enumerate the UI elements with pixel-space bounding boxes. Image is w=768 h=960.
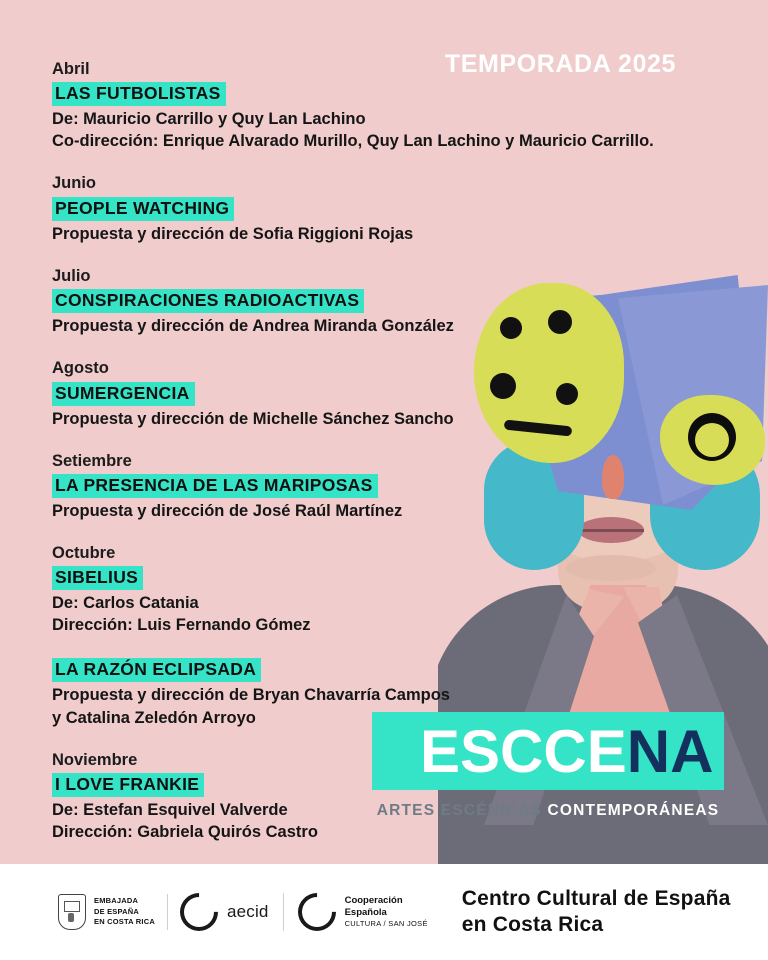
programme-item [52, 58, 672, 152]
cooperacion-line-2: Española [344, 907, 387, 919]
centro-cultural-name [462, 886, 731, 939]
aecid-label: aecid [226, 902, 269, 921]
programme-title: SIBELIUS [52, 566, 143, 590]
programme-credit: Propuesta y dirección de Andrea Miranda González [52, 317, 454, 336]
aecid-logo [180, 893, 284, 931]
programme-month: Setiembre [52, 451, 132, 470]
programme-title: LA RAZÓN ECLIPSADA [52, 658, 261, 682]
esccena-tagline-part2: CONTEMPORÁNEAS [547, 802, 720, 819]
programme-month: Julio [52, 266, 91, 285]
centro-cultural-line-1: Centro Cultural de España [461, 886, 731, 910]
esccena-tagline-part1: ARTES ESCÉNICAS [376, 802, 548, 819]
programme-item [52, 172, 672, 244]
esccena-tagline [372, 802, 724, 820]
programme-credit: De: Mauricio Carrillo y Quy Lan Lachino [52, 110, 366, 129]
programme-credit: Propuesta y dirección de José Raúl Martínez [52, 501, 403, 520]
footer-bar [0, 864, 768, 960]
footer-logo-group [58, 893, 428, 931]
esccena-wordmark [420, 718, 713, 786]
esccena-logo-bar [372, 712, 724, 790]
cooperacion-line-3: CULTURA / SAN JOSÉ [344, 919, 428, 929]
season-label: TEMPORADA 2025 [444, 50, 676, 78]
centro-cultural-line-2: en Costa Rica [461, 913, 604, 936]
cooperacion-label [345, 895, 428, 929]
aecid-circle-icon [172, 885, 226, 939]
esccena-logo [372, 712, 724, 820]
programme-month: Abril [52, 60, 90, 78]
programme-item [52, 265, 672, 337]
cooperacion-line-1: Cooperación [344, 894, 403, 906]
esccena-wordmark-part2: CCE [500, 718, 627, 785]
programme-month: Noviembre [52, 750, 138, 769]
cooperacion-espanola-logo [298, 893, 428, 931]
coat-of-arms-icon [58, 894, 86, 930]
embassy-line-3: EN COSTA RICA [94, 917, 155, 927]
programme-title: PEOPLE WATCHING [52, 197, 234, 221]
esccena-wordmark-part3: NA [626, 718, 714, 785]
embassy-line-2: DE ESPAÑA [94, 906, 140, 916]
programme-credit: Dirección: Gabriela Quirós Castro [52, 823, 318, 842]
cooperacion-circle-icon [290, 885, 344, 939]
programme-title: SUMERGENCIA [52, 382, 195, 406]
programme-credit: Propuesta y dirección de Sofia Riggioni Rojas [52, 224, 414, 243]
programme-title: CONSPIRACIONES RADIOACTIVAS [52, 289, 364, 313]
programme-credit: y Catalina Zeledón Arroyo [52, 708, 256, 727]
programme-month: Junio [52, 174, 96, 193]
embassy-logo [58, 894, 168, 930]
programme-item [52, 542, 672, 636]
programme-credit: De: Carlos Catania [52, 594, 199, 613]
programme-title: LA PRESENCIA DE LAS MARIPOSAS [52, 474, 378, 498]
programme-credit: De: Estefan Esquivel Valverde [52, 800, 288, 819]
programme-month: Agosto [52, 359, 109, 378]
programme-item [52, 450, 672, 522]
programme-credit: Propuesta y dirección de Michelle Sánchez Sancho [52, 409, 454, 428]
esccena-wordmark-part1: ES [420, 718, 501, 785]
programme-title: I LOVE FRANKIE [52, 773, 204, 797]
mask-eye-inner [695, 423, 729, 457]
embassy-logo-text [94, 896, 155, 929]
programme-item [52, 357, 672, 429]
programme-credit: Dirección: Luis Fernando Gómez [52, 616, 311, 635]
programme-credit: Propuesta y dirección de Bryan Chavarría Campos [52, 686, 450, 705]
programme-credit: Co-dirección: Enrique Alvarado Murillo, Quy Lan Lachino y Mauricio Carrillo. [52, 132, 654, 151]
programme-month: Octubre [52, 543, 116, 562]
programme-title: LAS FUTBOLISTAS [52, 82, 226, 106]
embassy-line-1: EMBAJADA [94, 895, 139, 905]
